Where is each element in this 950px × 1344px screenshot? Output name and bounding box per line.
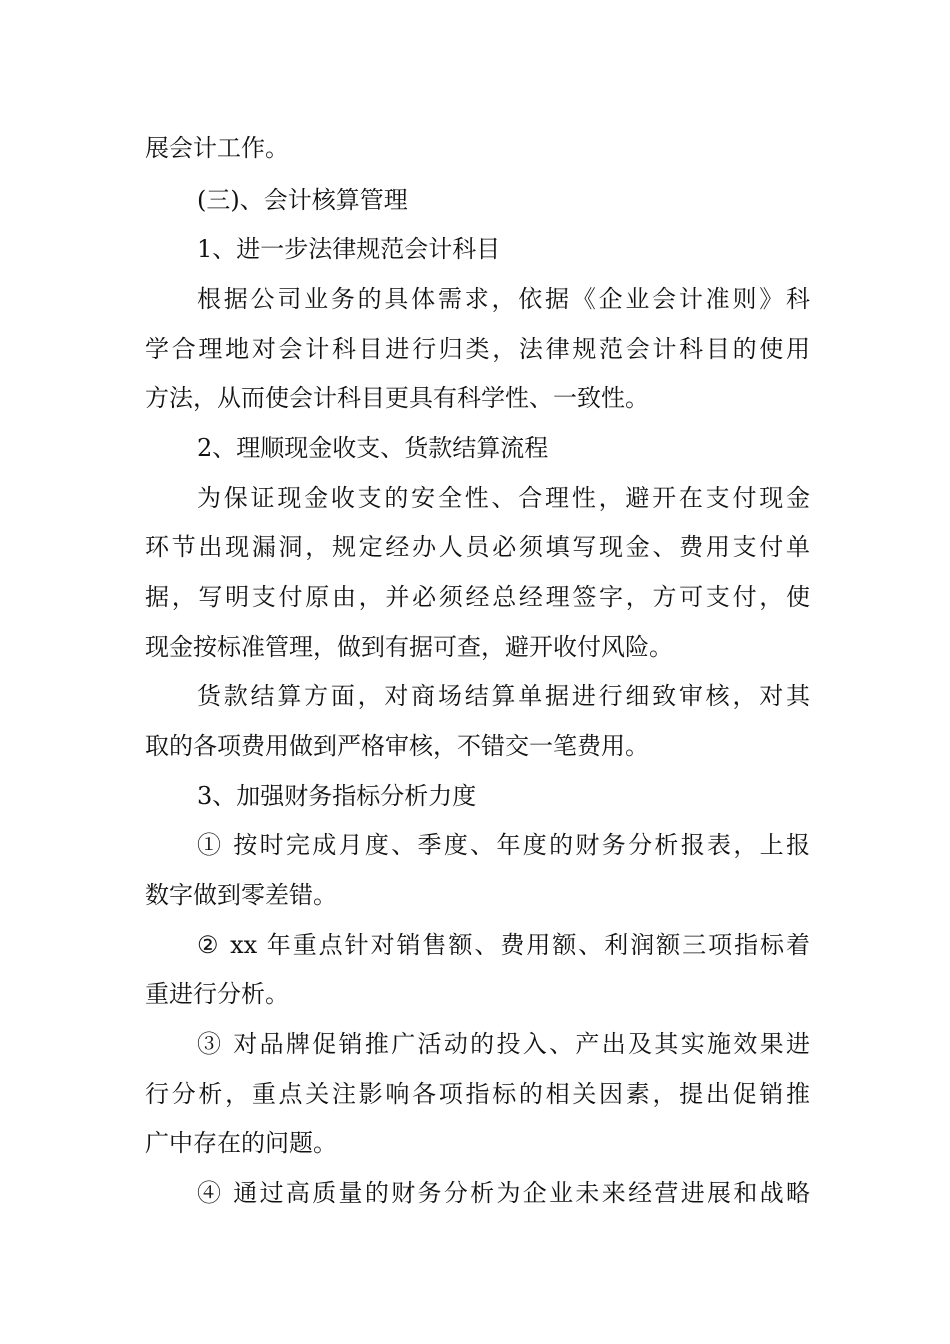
text-line: 学合理地对会计科目进行归类，法律规范会计科目的使用 bbox=[145, 335, 810, 363]
list-item: ① 按时完成月度、季度、年度的财务分析报表，上报 bbox=[197, 831, 810, 859]
subsection-heading: 3、加强财务指标分析力度 bbox=[197, 782, 477, 810]
subsection-heading: 1、进一步法律规范会计科目 bbox=[197, 235, 501, 263]
subsection-heading: 2、理顺现金收支、货款结算流程 bbox=[197, 434, 549, 462]
text-line: 为保证现金收支的安全性、合理性，避开在支付现金 bbox=[197, 484, 810, 512]
text-line: 行分析，重点关注影响各项指标的相关因素，提出促销推 bbox=[145, 1080, 810, 1108]
text-line: 数字做到零差错。 bbox=[145, 881, 337, 909]
text-line: 货款结算方面，对商场结算单据进行细致审核，对其 bbox=[197, 682, 810, 710]
list-item: ② xx 年重点针对销售额、费用额、利润额三项指标着 bbox=[197, 931, 810, 959]
list-item: ③ 对品牌促销推广活动的投入、产出及其实施效果进 bbox=[197, 1030, 810, 1058]
text-line: 展会计工作。 bbox=[145, 134, 289, 162]
text-line: 根据公司业务的具体需求，依据《企业会计准则》科 bbox=[197, 285, 810, 313]
section-heading: (三)、会计核算管理 bbox=[197, 186, 408, 214]
text-line: 取的各项费用做到严格审核，不错交一笔费用。 bbox=[145, 732, 649, 760]
text-line: 广中存在的问题。 bbox=[145, 1129, 337, 1157]
list-item: ④ 通过高质量的财务分析为企业未来经营进展和战略 bbox=[197, 1179, 810, 1207]
text-line: 据，写明支付原由，并必须经总经理签字，方可支付，使 bbox=[145, 583, 810, 611]
text-line: 现金按标准管理，做到有据可查，避开收付风险。 bbox=[145, 633, 673, 661]
text-line: 方法，从而使会计科目更具有科学性、一致性。 bbox=[145, 384, 649, 412]
text-line: 环节出现漏洞，规定经办人员必须填写现金、费用支付单 bbox=[145, 533, 810, 561]
text-line: 重进行分析。 bbox=[145, 980, 289, 1008]
